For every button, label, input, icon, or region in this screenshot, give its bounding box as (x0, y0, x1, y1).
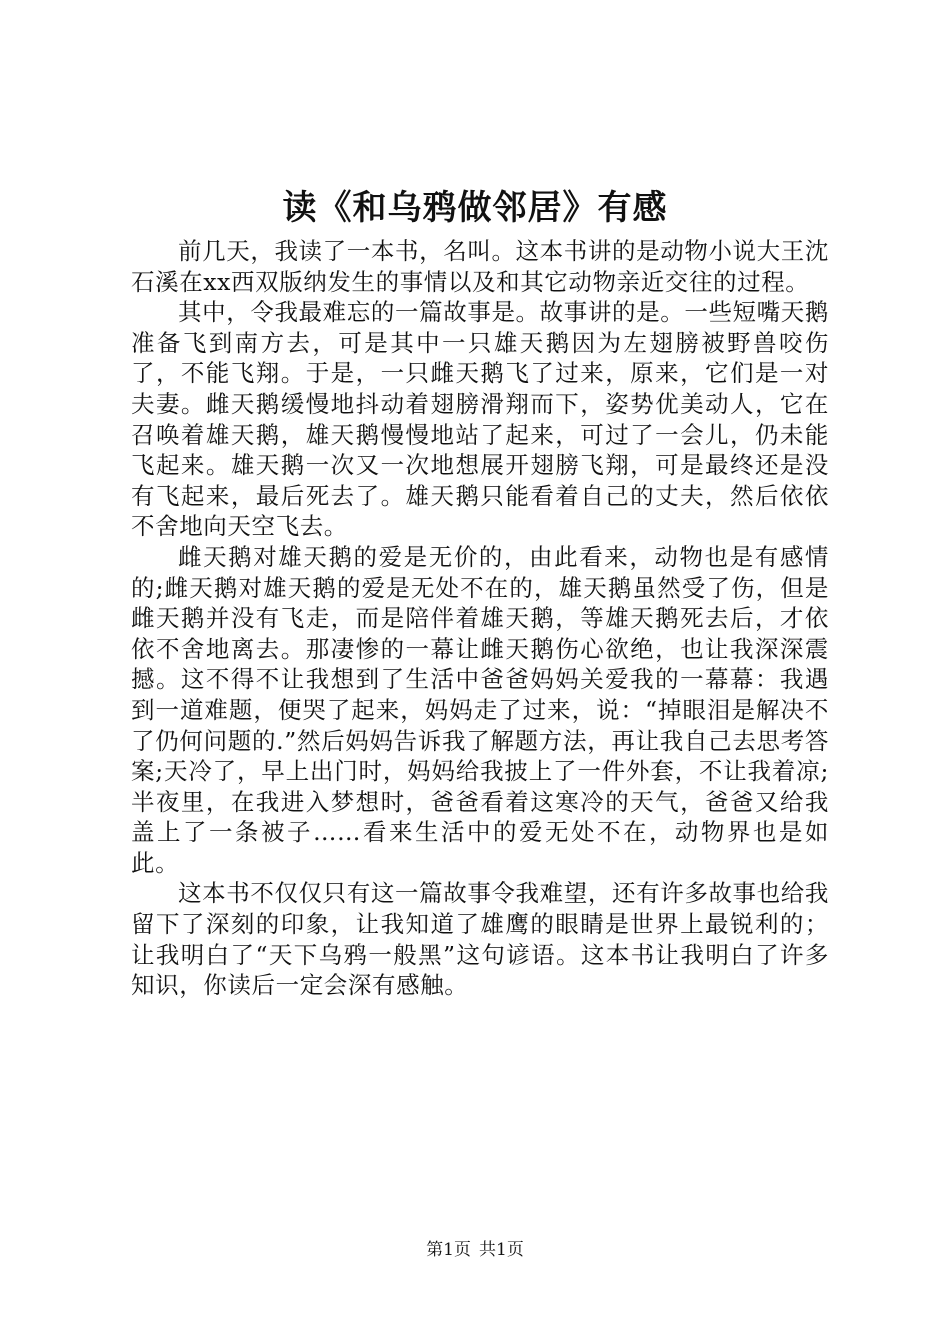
document-title: 读《和乌鸦做邻居》有感 (282, 188, 668, 228)
paragraph-1: 前几天，我读了一本书，名叫。这本书讲的是动物小说大王沈石溪在xx西双版纳发生的事情以及和其它动物亲近交往的过程。 (131, 237, 829, 296)
page-footer (0, 1238, 950, 1262)
paragraph-2: 其中，令我最难忘的一篇故事是。故事讲的是。一些短嘴天鹅准备飞到南方去，可是其中一只雄天鹅因为左翅膀被野兽咬伤了，不能飞翔。于是，一只雌天鹅飞了过来，原来，它们是一对夫妻。雌天鹅缓慢地抖动着翅膀滑翔而下，姿势优美动人，它在召唤着雄天鹅，雄天鹅慢慢地站了起来，可过了一会儿，仍未能飞起来。雄天鹅一次又一次地想展开翅膀飞翔，可是最终还是没有飞起来，最后死去了。雄天鹅只能看着自己的丈夫，然后依依不舍地向天空飞去。 (131, 298, 829, 541)
page-number-current: 第1页 (426, 1240, 471, 1260)
page-number-total: 共1页 (479, 1240, 524, 1260)
paragraph-4: 这本书不仅仅只有这一篇故事令我难望，还有许多故事也给我留下了深刻的印象，让我知道了雄鹰的眼睛是世界上最锐利的；让我明白了“天下乌鸦一般黑”这句谚语。这本书让我明白了许多知识，你读后一定会深有感触。 (131, 879, 829, 1000)
paragraph-3: 雌天鹅对雄天鹅的爱是无价的，由此看来，动物也是有感情的;雌天鹅对雄天鹅的爱是无处不在的，雄天鹅虽然受了伤，但是雌天鹅并没有飞走，而是陪伴着雄天鹅，等雄天鹅死去后，才依依不舍地离去。那凄惨的一幕让雌天鹅伤心欲绝，也让我深深震撼。这不得不让我想到了生活中爸爸妈妈关爱我的一幕幕：我遇到一道难题，便哭了起来，妈妈走了过来，说：“掉眼泪是解决不了仍何问题的.”然后妈妈告诉我了解题方法，再让我自己去思考答案;天冷了，早上出门时，妈妈给我披上了一件外套，不让我着凉;半夜里，在我进入梦想时，爸爸看着这寒冷的天气，爸爸又给我盖上了一条被子……看来生活中的爱无处不在，动物界也是如此。 (131, 542, 829, 877)
document-body (131, 236, 829, 1001)
